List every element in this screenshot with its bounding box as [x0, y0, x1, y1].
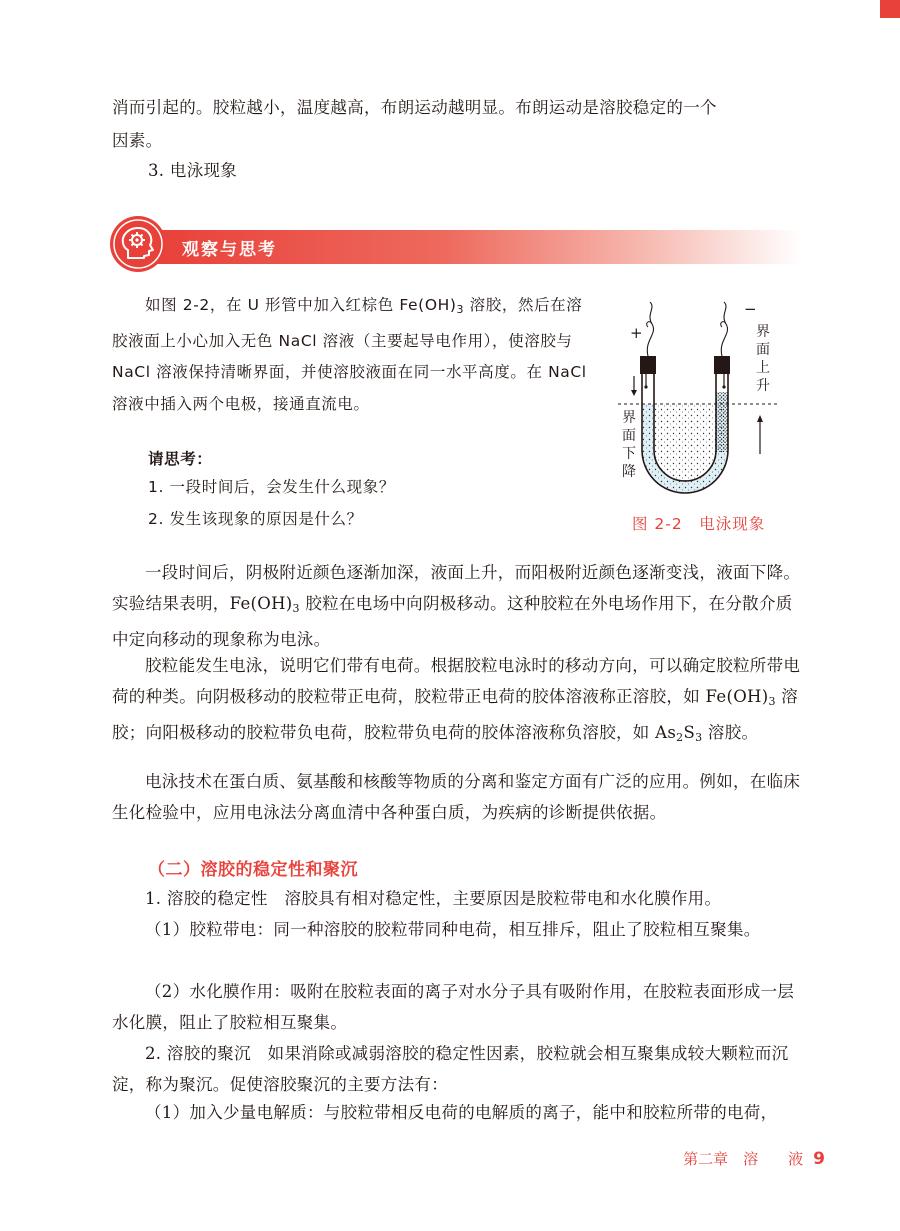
left-label-char-3: 下 — [622, 446, 636, 462]
paragraph-hydration: （2）水化膜作用：吸附在胶粒表面的离子对水分子具有吸附作用，在胶粒表面形成一层水化膜，阻止了胶粒相互聚集。 — [112, 982, 795, 1032]
charge-text-c: S — [683, 723, 696, 742]
charge-sub-1: 3 — [768, 695, 776, 708]
left-label-char-1: 界 — [622, 410, 636, 426]
u-tube-figure — [600, 300, 790, 500]
figure-caption: 图 2-2 电泳现象 — [632, 515, 766, 533]
observe-text-a: 如图 2-2，在 U 形管中加入红棕色 Fe(OH) — [145, 296, 457, 314]
result-text-a: 一段时间后，阴极附近颜色逐渐加深，液面上升，而阳极附近颜色逐渐变浅，液面下降。实验结果表明，Fe(OH) — [112, 563, 801, 613]
right-label-char-1: 界 — [756, 324, 770, 340]
paragraph-stability: 1. 溶胶的稳定性 溶胶具有相对稳定性，主要原因是胶粒带电和水化膜作用。 — [145, 889, 722, 908]
paragraph-result — [112, 557, 806, 655]
right-label-char-4: 升 — [756, 378, 770, 394]
chapter-label: 第二章 溶 液 — [683, 1150, 804, 1168]
left-label-char-4: 降 — [622, 464, 636, 480]
plus-sign: + — [630, 324, 643, 342]
paragraph-charge — [112, 650, 806, 753]
paragraph-charge-repulsion: （1）胶粒带电：同一种溶胶的胶粒带同种电荷，相互排斥，阻止了胶粒相互聚集。 — [145, 920, 761, 939]
result-text-b: 胶粒在电场中向阴极移动。这种胶粒在外电场作用下，在分散介质中定向移动的现象称为电泳。 — [112, 594, 793, 649]
observe-think-banner — [108, 214, 802, 274]
paragraph-intro-line1: 消而引起的。胶粒越小，温度越高，布朗运动越明显。布朗运动是溶胶稳定的一个 — [112, 98, 717, 117]
question-1: 1. 一段时间后，会发生什么现象？ — [148, 478, 395, 496]
brain-gear-icon — [108, 214, 168, 274]
charge-text-d: 溶胶。 — [702, 723, 759, 742]
charge-sub-2: 2 — [676, 731, 684, 744]
charge-text-a: 胶粒能发生电泳，说明它们带有电荷。根据胶粒电泳时的移动方向，可以确定胶粒所带电荷的种类。向阴极移动的胶粒带正电荷，胶粒带正电荷的胶体溶液称正溶胶，如 Fe(OH) — [112, 656, 801, 706]
page-number: 9 — [813, 1149, 825, 1169]
paragraph-electrolyte: （1）加入少量电解质：与胶粒带相反电荷的电解质的离子，能中和胶粒所带的电荷， — [145, 1103, 778, 1122]
section-heading: （二）溶胶的稳定性和聚沉 — [148, 860, 358, 880]
right-interface-label — [756, 324, 774, 394]
observe-paragraph — [112, 290, 592, 420]
left-label-char-2: 面 — [622, 428, 636, 444]
left-interface-label — [622, 410, 640, 480]
observe-sub: 3 — [456, 303, 465, 316]
corner-tab — [880, 0, 900, 18]
item-electrophoresis: 3. 电泳现象 — [148, 161, 238, 180]
right-label-char-2: 面 — [756, 342, 770, 358]
banner-title: 观察与思考 — [182, 240, 277, 260]
right-label-char-3: 上 — [756, 360, 770, 376]
page-footer — [683, 1148, 825, 1169]
think-label: 请思考： — [148, 450, 213, 468]
paragraph-coagulation: 2. 溶胶的聚沉 如果消除或减弱溶胶的稳定性因素，胶粒就会相互聚集成较大颗粒而沉淀，称为聚沉。促使溶胶聚沉的主要方法有： — [112, 1044, 789, 1094]
paragraph-application: 电泳技术在蛋白质、氨基酸和核酸等物质的分离和鉴定方面有广泛的应用。例如，在临床生化检验中，应用电泳法分离血清中各种蛋白质，为疾病的诊断提供依据。 — [112, 772, 801, 822]
result-sub: 3 — [292, 602, 300, 615]
question-2: 2. 发生该现象的原因是什么？ — [148, 510, 363, 528]
charge-sub-3: 3 — [695, 731, 703, 744]
observe-text-b: 溶胶，然后在溶胶液面上小心加入无色 NaCl 溶液（主要起导电作用），使溶胶与 NaCl 溶液保持清晰界面，并使溶胶液面在同一水平高度。在 NaCl 溶液中插入两个电极，接通直流电。 — [112, 296, 587, 413]
minus-sign: − — [744, 300, 757, 318]
paragraph-intro-line2: 因素。 — [112, 131, 163, 150]
charge-text-b: 溶胶；向阳极移动的胶粒带负电荷，胶粒带负电荷的胶体溶液称负溶胶，如 As — [112, 687, 799, 742]
